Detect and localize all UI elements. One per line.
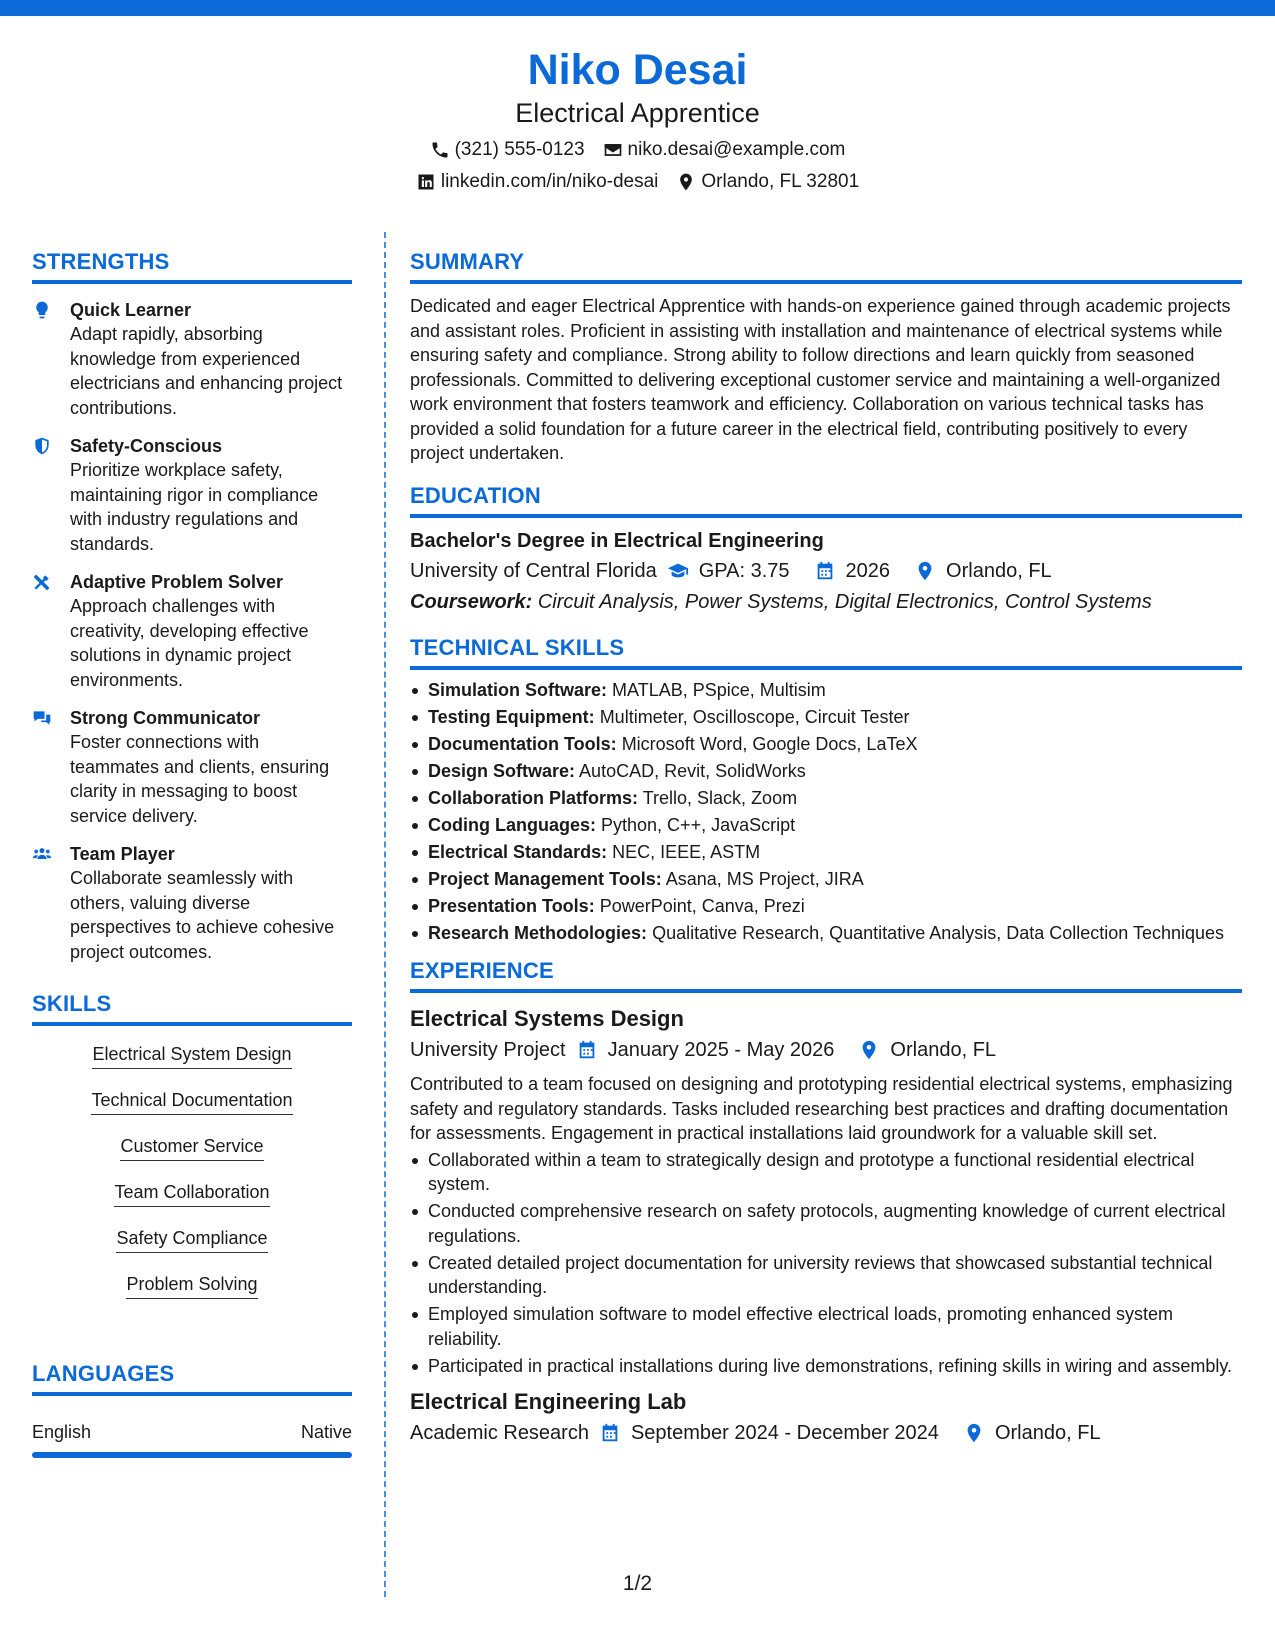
- contact-email[interactable]: [603, 138, 846, 162]
- list-item: [410, 894, 1242, 919]
- experience-title: EXPERIENCE: [410, 957, 1242, 993]
- users-icon: [32, 844, 52, 864]
- list-item: [410, 786, 1242, 811]
- email-text: niko.desai@example.com: [627, 139, 846, 160]
- strength-title: Team Player: [70, 844, 175, 864]
- contact-linkedin[interactable]: [416, 170, 659, 194]
- list-item: Collaborated within a team to strategically design and prototype a functional residential electrical system.: [410, 1148, 1242, 1197]
- job-org: University Project: [410, 1039, 566, 1061]
- coursework-text: Circuit Analysis, Power Systems, Digital Electronics, Control Systems: [537, 590, 1152, 613]
- strength-item: [32, 706, 352, 828]
- language-level: Native: [300, 1422, 352, 1442]
- tech-skill-value: Asana, MS Project, JIRA: [665, 868, 864, 889]
- list-item: Conducted comprehensive research on safety protocols, augmenting knowledge of current electrical regulations.: [410, 1199, 1242, 1248]
- list-item: [410, 732, 1242, 757]
- education-gpa: GPA: 3.75: [698, 559, 790, 582]
- tech-skill-label: Coding Languages:: [428, 814, 596, 835]
- skill-item: Electrical System Design: [92, 1042, 291, 1069]
- education-school: University of Central Florida: [410, 559, 657, 582]
- education-location: Orlando, FL: [946, 559, 1052, 582]
- strength-desc: Adapt rapidly, absorbing knowledge from experienced electricians and enhancing project contributions.: [70, 324, 343, 418]
- languages-title: LANGUAGES: [32, 1360, 352, 1396]
- strength-title: Strong Communicator: [70, 708, 261, 728]
- language-proficiency-bar: [32, 1452, 352, 1458]
- envelope-icon: [603, 140, 623, 160]
- skill-item: Technical Documentation: [91, 1088, 292, 1115]
- tech-skill-value: Qualitative Research, Quantitative Analysis, Data Collection Techniques: [652, 922, 1225, 943]
- tech-skill-value: NEC, IEEE, ASTM: [612, 841, 761, 862]
- skill-item: Problem Solving: [126, 1272, 257, 1299]
- map-pin-icon: [963, 1422, 985, 1444]
- list-item: Participated in practical installations during live demonstrations, refining skills in wiring and assembly.: [410, 1354, 1242, 1379]
- lightbulb-icon: [32, 300, 52, 320]
- education-degree: Bachelor's Degree in Electrical Engineering: [410, 529, 824, 552]
- tech-skill-label: Simulation Software:: [428, 679, 608, 700]
- tech-skill-value: MATLAB, PSpice, Multisim: [612, 679, 826, 700]
- skill-item: Team Collaboration: [114, 1180, 269, 1207]
- tech-skill-label: Presentation Tools:: [428, 895, 595, 916]
- strength-title: Quick Learner: [70, 300, 192, 320]
- tech-skill-label: Project Management Tools:: [428, 868, 662, 889]
- job-org: Academic Research: [410, 1422, 589, 1444]
- strength-item: [32, 298, 352, 420]
- job-bullets: [410, 1148, 1242, 1379]
- left-column: [32, 248, 352, 1458]
- phone-text: (321) 555-0123: [454, 139, 585, 160]
- candidate-role: Electrical Apprentice: [515, 98, 760, 128]
- tech-skill-value: AutoCAD, Revit, SolidWorks: [579, 760, 806, 781]
- list-item: [410, 678, 1242, 703]
- list-item: [410, 921, 1242, 946]
- skills-title: SKILLS: [32, 990, 352, 1026]
- calendar-icon: [599, 1422, 621, 1444]
- job-meta: [410, 1419, 1242, 1447]
- map-pin-icon: [858, 1039, 880, 1061]
- list-item: [410, 867, 1242, 892]
- tech-skill-label: Research Methodologies:: [428, 922, 648, 943]
- calendar-icon: [576, 1039, 598, 1061]
- tech-skill-label: Collaboration Platforms:: [428, 787, 639, 808]
- technical-skills-list: [410, 678, 1242, 946]
- tools-icon: [32, 572, 52, 592]
- contact-row-2: [0, 170, 1275, 194]
- chat-icon: [32, 708, 52, 728]
- job-meta: [410, 1036, 1242, 1064]
- resume-header: [0, 44, 1275, 194]
- job-dates: January 2025 - May 2026: [607, 1039, 835, 1061]
- summary-text: Dedicated and eager Electrical Apprentice with hands-on experience gained through academic projects and assistant roles. Proficient in assisting with installation and maintenance of electrical systems while ensuring safety and compliance. Strong ability to follow directions and learn quickly from seasoned professionals. Committed to delivering exceptional customer service and maintaining a well-organized work environment that fosters teamwork and efficiency. Collaboration on various technical tasks has provided a solid foundation for a future career in the electrical field, contributing positively to every project undertaken.: [410, 296, 1231, 463]
- technical-skills-title: TECHNICAL SKILLS: [410, 634, 1242, 670]
- strength-desc: Foster connections with teammates and clients, ensuring clarity in messaging to boost service delivery.: [70, 732, 330, 826]
- contact-phone[interactable]: [430, 138, 585, 162]
- graduation-cap-icon: [667, 560, 689, 582]
- strength-item: [32, 842, 352, 964]
- job-location: Orlando, FL: [994, 1422, 1101, 1444]
- education-title: EDUCATION: [410, 482, 1242, 518]
- job-description: Contributed to a team focused on designing and prototyping residential electrical systems, emphasizing safety and regulatory standards. Tasks included researching best practices and drafting documentation for assessments. Engagement in practical installations laid groundwork for a valuable skill set.: [410, 1074, 1233, 1143]
- calendar-icon: [814, 560, 836, 582]
- linkedin-text: linkedin.com/in/niko-desai: [440, 171, 659, 192]
- job-dates: September 2024 - December 2024: [630, 1422, 939, 1444]
- strength-title: Safety-Conscious: [70, 436, 223, 456]
- skill-item: Safety Compliance: [116, 1226, 267, 1253]
- location-text: Orlando, FL 32801: [701, 171, 860, 192]
- strength-desc: Prioritize workplace safety, maintaining rigor in compliance with industry regulations and standards.: [70, 460, 319, 554]
- education-meta: [410, 557, 1242, 585]
- language-row: [32, 1420, 352, 1444]
- tech-skill-value: Multimeter, Oscilloscope, Circuit Tester: [599, 706, 910, 727]
- language-name: English: [32, 1422, 92, 1442]
- map-pin-icon: [914, 560, 936, 582]
- candidate-name: Niko Desai: [527, 46, 748, 94]
- education-year: 2026: [845, 559, 891, 582]
- contact-location: [676, 170, 859, 194]
- education-coursework: [410, 588, 1242, 616]
- tech-skill-label: Documentation Tools:: [428, 733, 617, 754]
- column-divider: [384, 232, 386, 1597]
- job-title: Electrical Systems Design: [410, 1006, 684, 1031]
- right-column: [410, 248, 1242, 1447]
- list-item: Created detailed project documentation for university reviews that showcased substantial technical understanding.: [410, 1251, 1242, 1300]
- list-item: [410, 759, 1242, 784]
- shield-icon: [32, 436, 52, 456]
- page-number: 1/2: [622, 1572, 653, 1595]
- skills-list: [32, 1042, 352, 1318]
- tech-skill-value: Microsoft Word, Google Docs, LaTeX: [621, 733, 918, 754]
- coursework-label: Coursework:: [410, 590, 533, 613]
- linkedin-icon: [416, 172, 436, 192]
- contact-row-1: [0, 138, 1275, 162]
- strengths-title: STRENGTHS: [32, 248, 352, 284]
- list-item: Employed simulation software to model effective electrical loads, promoting enhanced system reliability.: [410, 1302, 1242, 1351]
- job-title: Electrical Engineering Lab: [410, 1389, 687, 1414]
- tech-skill-label: Testing Equipment:: [428, 706, 595, 727]
- list-item: [410, 813, 1242, 838]
- summary-title: SUMMARY: [410, 248, 1242, 284]
- strength-item: [32, 434, 352, 556]
- tech-skill-label: Design Software:: [428, 760, 576, 781]
- strength-desc: Collaborate seamlessly with others, valuing diverse perspectives to achieve cohesive project outcomes.: [70, 868, 335, 962]
- list-item: [410, 840, 1242, 865]
- tech-skill-label: Electrical Standards:: [428, 841, 608, 862]
- top-accent-bar: [0, 0, 1275, 16]
- tech-skill-value: PowerPoint, Canva, Prezi: [599, 895, 805, 916]
- phone-icon: [430, 140, 450, 160]
- strength-item: [32, 570, 352, 692]
- tech-skill-value: Trello, Slack, Zoom: [642, 787, 798, 808]
- list-item: [410, 705, 1242, 730]
- strength-title: Adaptive Problem Solver: [70, 572, 284, 592]
- map-pin-icon: [676, 172, 696, 192]
- strength-desc: Approach challenges with creativity, developing effective solutions in dynamic project environments.: [70, 596, 309, 690]
- skill-item: Customer Service: [120, 1134, 263, 1161]
- tech-skill-value: Python, C++, JavaScript: [601, 814, 796, 835]
- job-location: Orlando, FL: [890, 1039, 997, 1061]
